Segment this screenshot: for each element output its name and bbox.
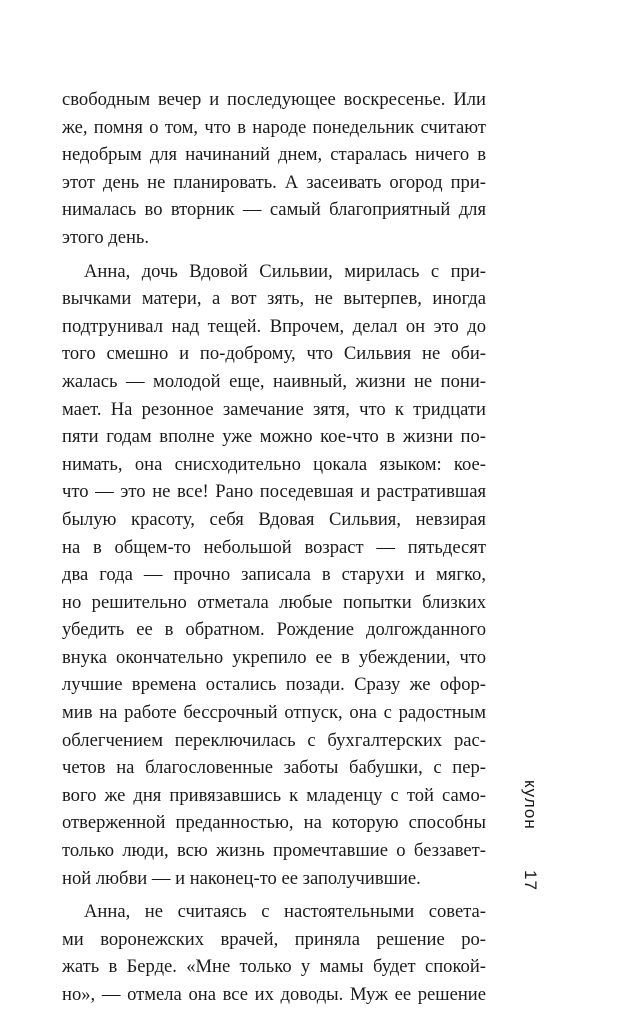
- text-line: недобрым для начинаний днем, старалась ничего в: [62, 144, 486, 166]
- text-line: же, помня о том, что в народе понедельник считают: [62, 116, 486, 138]
- text-line: четов на благословенные заботы бабушки, с пер-: [62, 757, 486, 779]
- text-line: ной любви — и наконец-то ее заполучившие.: [62, 867, 421, 889]
- text-line: ми воронежских врачей, приняла решение ро-: [62, 928, 486, 950]
- text-line: лучшие времена остались позади. Сразу же офор-: [62, 674, 486, 696]
- text-line: вого же дня привязавшись к младенцу с той само-: [62, 784, 486, 806]
- text-line: вычками матери, а вот зять, не вытерпев, иногда: [62, 288, 486, 310]
- text-line: но», — отмела она все их доводы. Муж ее решение: [62, 984, 486, 1005]
- text-line: былую красоту, себя Вдовая Сильвия, невзирая: [62, 508, 486, 530]
- text-line: два года — прочно записала в старухи и мягко,: [62, 564, 486, 586]
- text-line: жать в Берде. «Мне только у мамы будет спокой-: [62, 956, 486, 978]
- text-line: этот день не планировать. А засеивать огород при-: [62, 171, 486, 193]
- text-line: только люди, всю жизнь промечтавшие о беззавет-: [62, 840, 486, 862]
- text-line: этого день.: [62, 226, 150, 248]
- text-line: убедить ее в обратном. Рождение долгожданного: [62, 619, 486, 641]
- text-line: на в общем-то небольшой возраст — пятьдесят: [62, 536, 486, 558]
- paragraph-1: [62, 86, 486, 252]
- text-line: мает. На резонное замечание зятя, что к тридцати: [62, 398, 486, 420]
- text-line: Анна, дочь Вдовой Сильвии, мирилась с при-: [84, 260, 486, 282]
- text-line: облегчением переключилась с бухгалтерских рас-: [62, 729, 486, 751]
- text-line: но решительно отметала любые попытки близких: [62, 591, 486, 613]
- text-line: отверженной преданностью, на которую способны: [62, 812, 486, 834]
- text-line: подтрунивал над тещей. Впрочем, делал он это до: [62, 315, 486, 337]
- text-line: пяти годам вполне уже можно кое-что в жизни по-: [62, 426, 486, 448]
- paragraph-2: [62, 258, 486, 893]
- running-head-title: кулон: [521, 780, 540, 830]
- page-number: 17: [521, 870, 540, 891]
- body-text: [62, 86, 486, 1009]
- text-line: Анна, не считаясь с настоятельными совета-: [84, 901, 486, 923]
- text-line: нимать, она снисходительно цокала языком: кое-: [62, 453, 486, 475]
- text-line: нималась во вторник — самый благоприятный для: [62, 199, 486, 221]
- text-line: внука окончательно укрепило ее в убеждении, что: [62, 646, 486, 668]
- text-line: мив на работе бессрочный отпуск, она с радостным: [62, 702, 486, 724]
- text-line: свободным вечер и последующее воскресенье. Или: [62, 89, 486, 110]
- text-line: жалась — молодой еще, наивный, жизни не пони-: [62, 370, 486, 392]
- text-line: что — это не все! Рано поседевшая и растратившая: [62, 481, 486, 503]
- text-line: того смешно и по-доброму, что Сильвия не оби-: [62, 343, 486, 365]
- paragraph-3: [62, 898, 486, 1008]
